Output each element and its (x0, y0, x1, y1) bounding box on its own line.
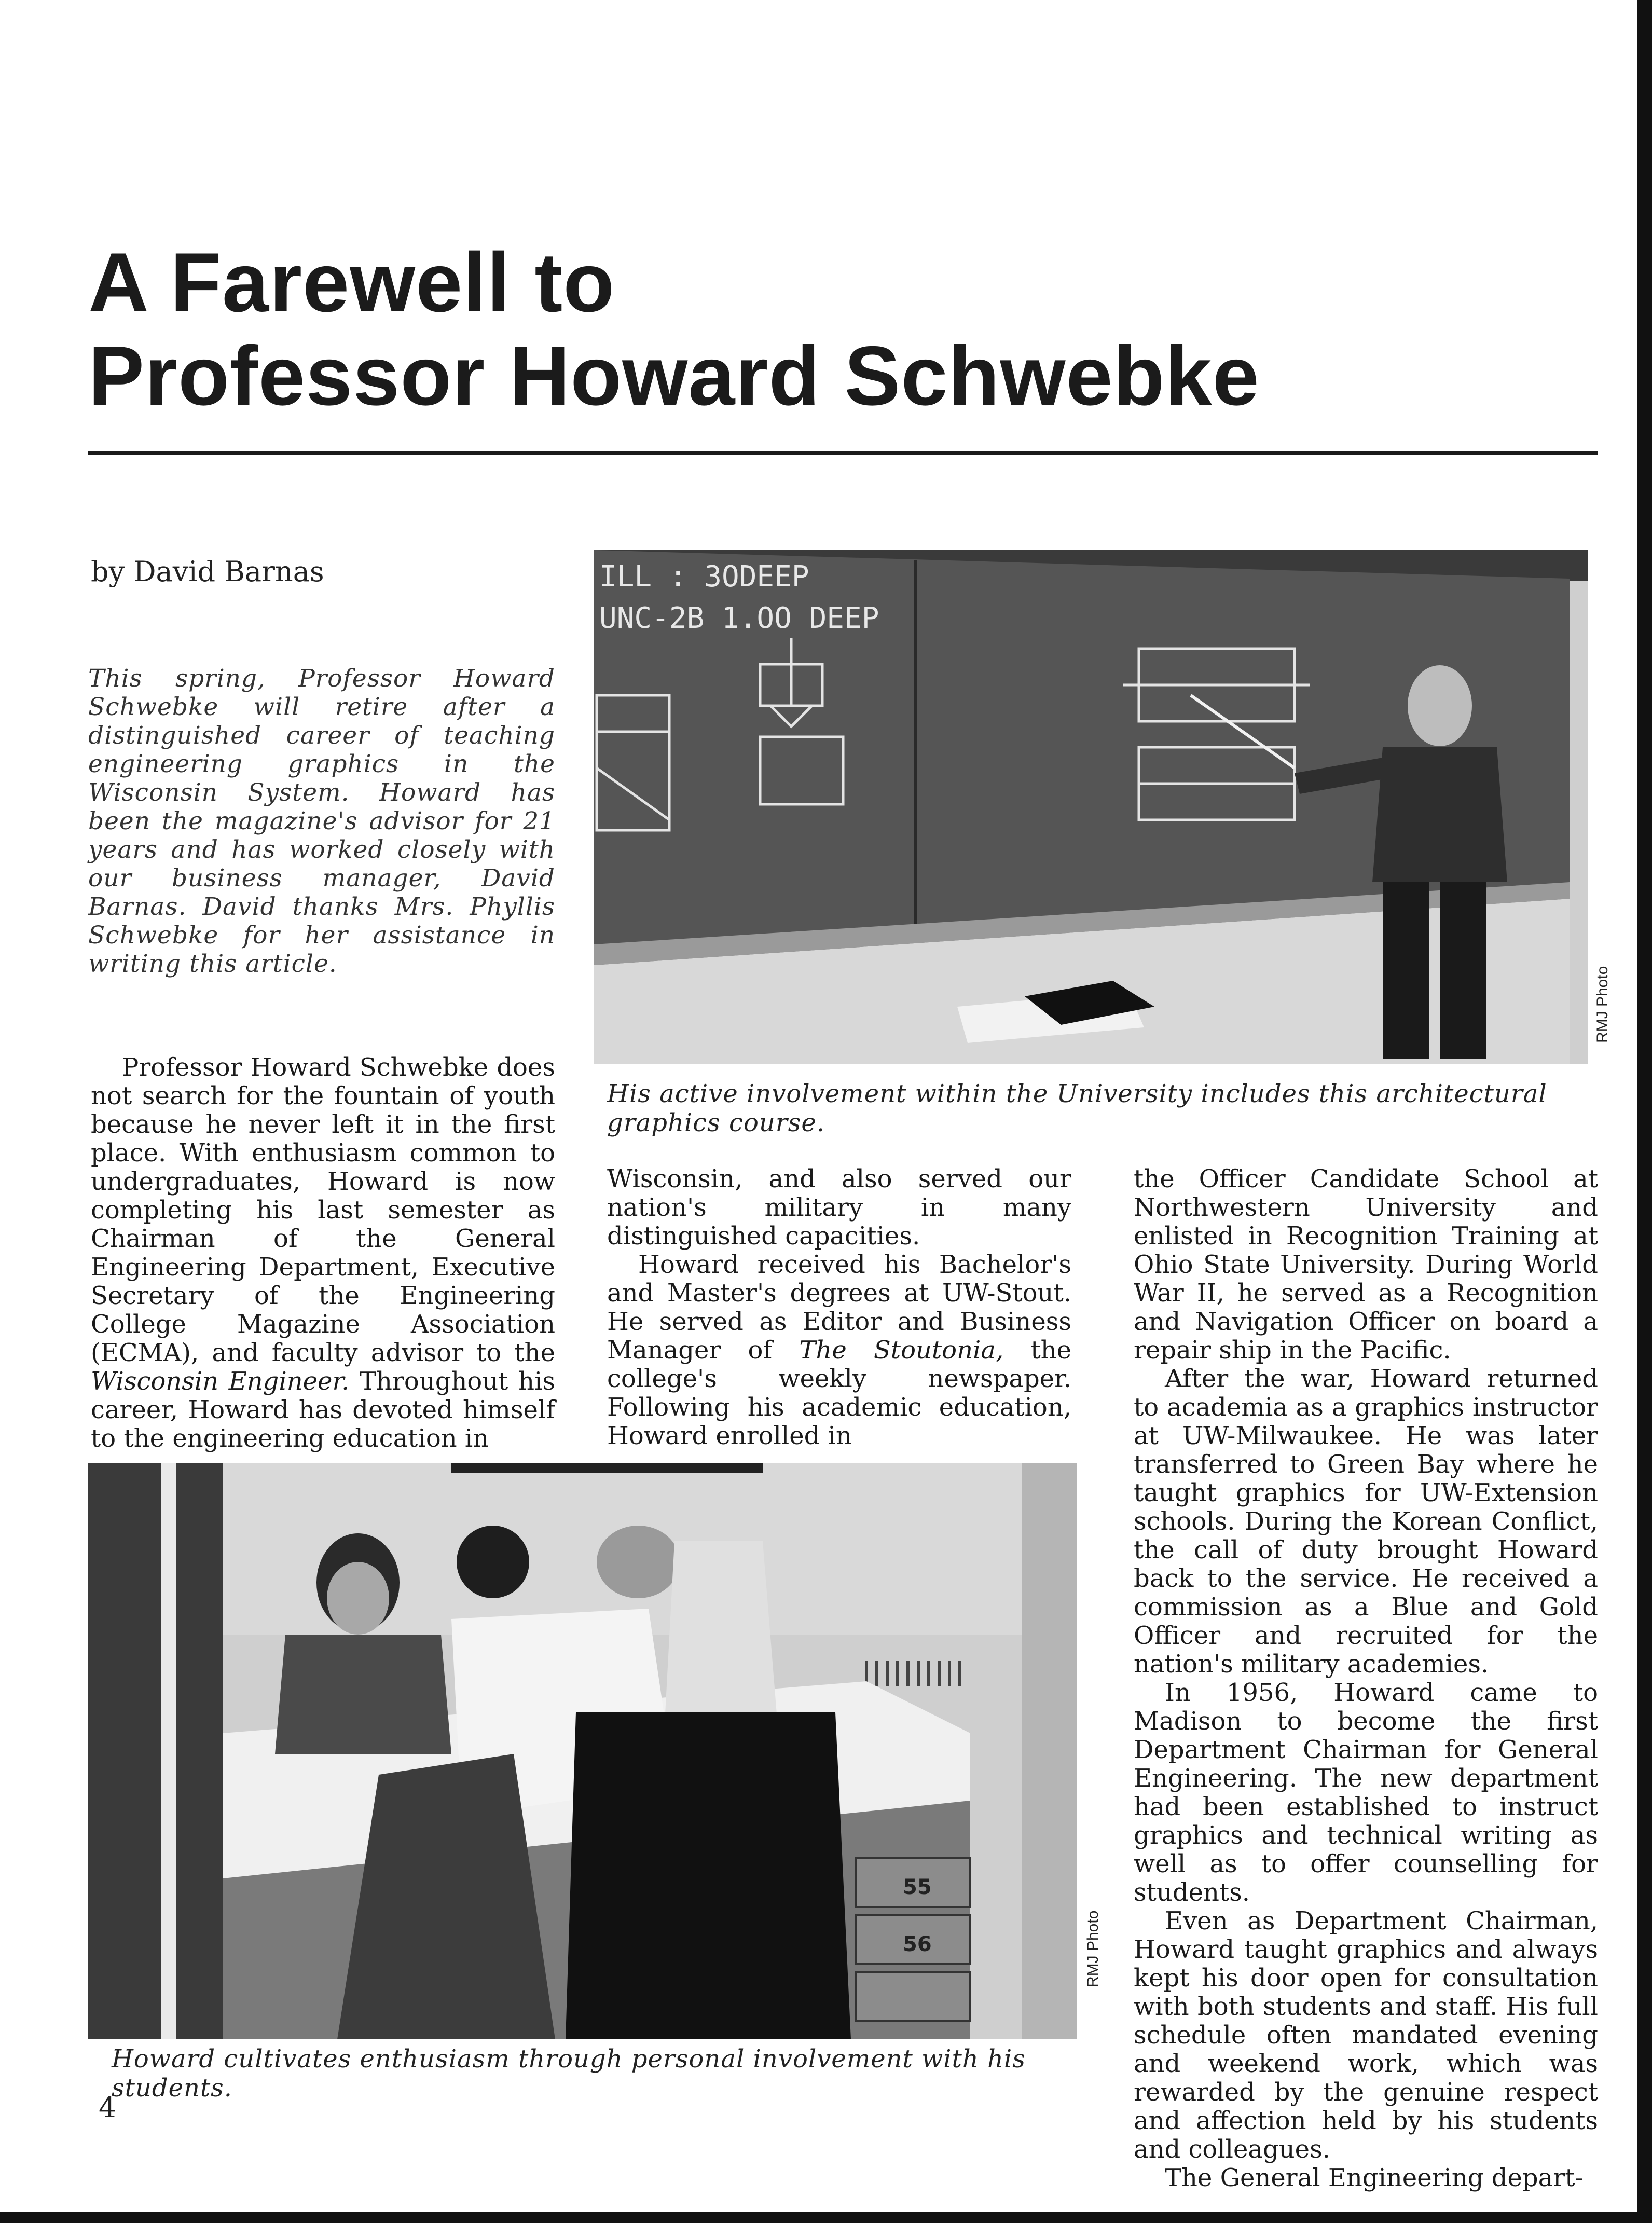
caption-photo-2: Howard cultivates enthusiasm through personal involvement with his students. (112, 2044, 1026, 2103)
photo-students-classroom (88, 1463, 1077, 2039)
drawer-cabinet (856, 1858, 970, 2021)
photo-credit-2: RMJ Photo (1084, 1910, 1102, 1987)
article-title-line-1: A Farewell to (88, 236, 615, 330)
scan-edge-bottom (0, 2212, 1652, 2223)
title-divider (88, 451, 1598, 455)
article-title (88, 236, 1437, 423)
body-text: Throughout his career, Howard has devoted himself to the engineering education in (91, 1367, 556, 1453)
body-text: the college's weekly newspaper. Following his academic education, Howard enrolled in (607, 1336, 1071, 1450)
body-paragraph (91, 1053, 555, 1453)
body-italic-text: The Stoutonia, (799, 1336, 1004, 1365)
body-column-1 (91, 1053, 555, 1453)
body-paragraph: Wisconsin, and also served our nation's military in many distinguished capacities. (607, 1164, 1071, 1251)
body-column-3 (1134, 1165, 1598, 2192)
board-text-line-1: ILL : 3ODEEP (599, 560, 809, 594)
drawer-label-55: 55 (903, 1875, 932, 1899)
student-middle (457, 1526, 529, 1598)
body-paragraph: the Officer Candidate School at Northwestern University and enlisted in Recognition Training at Ohio State University. During World War II, he served as a Recognition and Navigation Officer on board a repair ship in the Pacific. (1134, 1164, 1598, 1365)
intro-paragraph: This spring, Professor Howard Schwebke will retire after a distinguished career of teaching engineering graphics in the Wisconsin System. Howard has been the magazine's advisor for 21 years and has worked closely with our business manager, David Barnas. David thanks Mrs. Phyllis Schwebke for her assistance in writing this article. (88, 664, 555, 978)
article-title-line-2: Professor Howard Schwebke (88, 329, 1260, 423)
page-number: 4 (99, 2091, 117, 2124)
body-paragraph (607, 1251, 1071, 1450)
byline: by David Barnas (91, 555, 324, 588)
body-column-2 (607, 1165, 1071, 1450)
scan-edge-right (1637, 0, 1652, 2223)
chalkboard-photo-illustration (594, 550, 1588, 1064)
body-paragraph: In 1956, Howard came to Madison to become the first Department Chairman for General Engineering. The new department had been established to instruct graphics and technical writing as well as to offer counselling for students. (1134, 1678, 1598, 1907)
caption-photo-1: His active involvement within the University includes this architectural graphics course. (607, 1079, 1547, 1137)
body-text: Howard received his Bachelor's and Master's degrees at UW-Stout. He served as Editor and Business Manager of (607, 1250, 1071, 1365)
drawer-label-56: 56 (903, 1932, 932, 1956)
body-paragraph: The General Engineering depart- (1165, 2163, 1584, 2192)
photo-chalkboard-lecture (594, 550, 1588, 1064)
body-paragraph: Even as Department Chairman, Howard taught graphics and always kept his door open for consultation with both students and staff. His full schedule often mandated evening and weekend work, which was rewarded by the genuine respect and affection held by his students and colleagues. (1134, 1906, 1598, 2164)
body-text: Professor Howard Schwebke does not search for the fountain of youth because he never left it in the first place. With enthusiasm common to undergraduates, Howard is now completing his last semester as Chairman of the General Engineering Department, Executive Secretary of the Engineering College Magazine Association (ECMA), and faculty advisor to the (91, 1053, 555, 1367)
body-paragraph: After the war, Howard returned to academia as a graphics instructor at UW-Milwaukee. He was later transferred to Green Bay where he taught graphics for UW-Extension schools. During the Korean Conflict, the call of duty brought Howard back to the service. He received a commission as a Blue and Gold Officer and recruited for the nation's military academies. (1134, 1364, 1598, 1679)
body-italic-text: Wisconsin Engineer. (91, 1367, 350, 1396)
board-text-line-2: UNC-2B 1.OO DEEP (599, 601, 879, 635)
photo-credit-1: RMJ Photo (1594, 966, 1611, 1043)
classroom-photo-illustration (88, 1463, 1077, 2039)
